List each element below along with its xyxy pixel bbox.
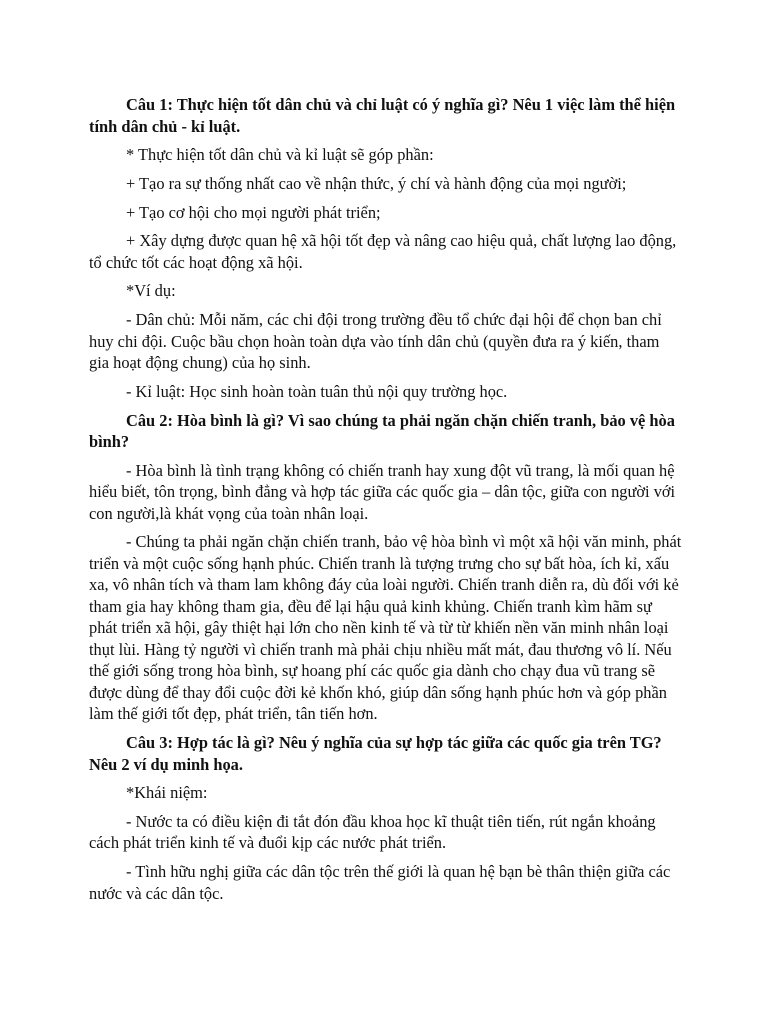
paragraph: - Nước ta có điều kiện đi tắt đón đầu khoa học kĩ thuật tiên tiến, rút ngắn khoảng cách phát triển kinh tế và đuổi kịp các nước phát triển.: [89, 811, 656, 853]
question-1-heading: Câu 1: Thực hiện tốt dân chủ và chỉ luật có ý nghĩa gì? Nêu 1 việc làm thể hiện tính dân chủ - kỉ luật.: [89, 95, 676, 136]
paragraph: - Tình hữu nghị giữa các dân tộc trên thế giới là quan hệ bạn bè thân thiện giữa các nước và các dân tộc.: [89, 862, 671, 903]
paragraph: - Dân chủ: Mỗi năm, các chi đội trong trường đều tổ chức đại hội để chọn ban chỉ huy chi đội. Cuộc bầu chọn hoàn toàn dựa vào tính dân chủ (quyền đưa ra ý kiến, tham gia hoạt động chung) của họ sinh.: [89, 310, 662, 373]
paragraph: - Chúng ta phải ngăn chặn chiến tranh, bảo vệ hòa bình vì một xã hội văn minh, phát triển và một cuộc sống hạnh phúc. Chiến tranh là tượng trưng cho sự bất hòa, ích kỉ, xấu xa, vô nhân tích và tham lam không đáy của loài người. Chiến tranh diễn ra, dù đối với kẻ tham gia hay không tham gia, đều để lại hậu quả kinh khủng. Chiến tranh kìm hãm sự phát triển xã hội, gây thiệt hại lớn cho nền kinh tế và từ từ khiến nền văn minh nhân loại thụt lùi. Hàng tỷ người vì chiến tranh mà phải chịu nhiều mất mát, đau thương vô lí. Nếu thế giới sống trong hòa bình, sự hoang phí các quốc gia dành cho chạy đua vũ trang sẽ được dùng để thay đổi cuộc đời kẻ khốn khó, giúp dân sống hạnh phúc hơn và góp phần làm thế giới tốt đẹp, phát triển, tân tiến hơn.: [89, 532, 682, 724]
paragraph: + Xây dựng được quan hệ xã hội tốt đẹp và nâng cao hiệu quả, chất lượng lao động, tổ chức tốt các hoạt động xã hội.: [89, 231, 677, 272]
question-2-heading: Câu 2: Hòa bình là gì? Vì sao chúng ta phải ngăn chặn chiến tranh, bảo vệ hòa bình?: [89, 410, 675, 451]
document-page: [89, 94, 683, 911]
paragraph: * Thực hiện tốt dân chủ và kỉ luật sẽ góp phần:: [126, 145, 434, 165]
question-3-heading: Câu 3: Hợp tác là gì? Nêu ý nghĩa của sự hợp tác giữa các quốc gia trên TG? Nêu 2 ví dụ minh họa.: [89, 733, 662, 774]
paragraph: - Kỉ luật: Học sinh hoàn toàn tuân thủ nội quy trường học.: [126, 381, 508, 401]
paragraph: - Hòa bình là tình trạng không có chiến tranh hay xung đột vũ trang, là mối quan hệ hiểu biết, tôn trọng, bình đẳng và hợp tác giữa các quốc gia – dân tộc, giữa con người với con người,là khát vọng của toàn nhân loại.: [89, 460, 676, 523]
paragraph: *Ví dụ:: [126, 281, 176, 301]
paragraph: *Khái niệm:: [126, 783, 208, 803]
paragraph: + Tạo ra sự thống nhất cao về nhận thức, ý chí và hành động của mọi người;: [126, 173, 627, 193]
paragraph: + Tạo cơ hội cho mọi người phát triển;: [126, 202, 381, 222]
